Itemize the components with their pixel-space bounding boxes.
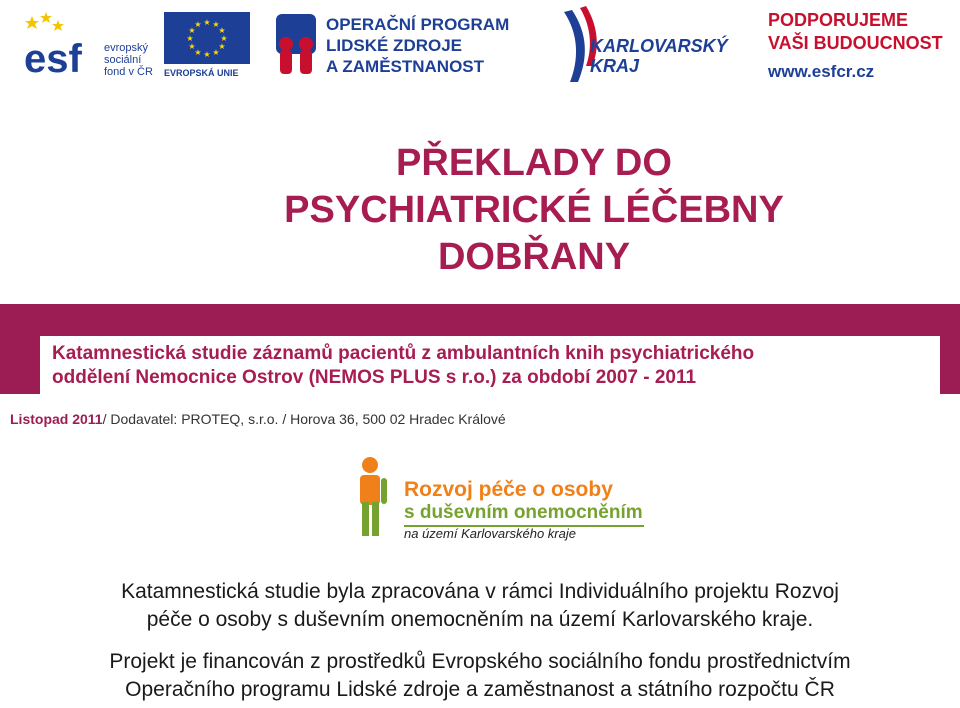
svg-text:★: ★ — [218, 42, 226, 51]
person-figure-icon — [356, 456, 394, 538]
project-logo-line-1: Rozvoj péče o osoby — [404, 478, 613, 501]
svg-text:★: ★ — [220, 34, 228, 43]
svg-text:★: ★ — [194, 20, 202, 29]
project-logo-line-3: na území Karlovarského kraje — [404, 526, 576, 541]
project-logo-line-2: s duševním onemocněním — [404, 502, 643, 523]
document-title: PŘEKLADY DO PSYCHIATRICKÉ LÉČEBNY DOBŘANY — [284, 142, 784, 278]
svg-text:★: ★ — [218, 26, 226, 35]
eu-logo — [164, 12, 250, 80]
funding-paragraph: Projekt je financován z prostředků Evropského sociálního fondu prostřednictvím Operačního programu Lidské zdroje a zaměstnanost a státního rozpočtu ČR — [109, 650, 851, 701]
kraj-logo-text: KARLOVARSKÝ KRAJ — [590, 36, 728, 76]
eu-flag-icon — [164, 12, 250, 64]
esf-icon — [22, 12, 100, 80]
podporujeme-logo — [738, 0, 950, 86]
karlovarsky-kraj-logo — [560, 6, 740, 84]
svg-text:★: ★ — [203, 18, 211, 27]
podporujeme-line-1: PODPORUJEME — [768, 10, 909, 30]
esf-logo-text: evropský sociální fond v ČR — [104, 42, 153, 78]
eu-logo-text: EVROPSKÁ UNIE — [164, 68, 239, 78]
svg-text:esf: esf — [24, 37, 82, 80]
svg-text:★: ★ — [188, 42, 196, 51]
op-people-icon — [272, 14, 320, 76]
project-logo — [356, 456, 656, 546]
svg-text:★: ★ — [203, 50, 211, 59]
esf-logo — [22, 12, 162, 80]
svg-text:★: ★ — [186, 34, 194, 43]
logo-header — [0, 0, 960, 90]
svg-text:★: ★ — [212, 48, 220, 57]
study-note-paragraph: Katamnestická studie byla zpracována v rámci Individuálního projektu Rozvoj péče o osoby s duševním onemocněním na území Karlovarského kraje. — [121, 580, 839, 631]
svg-text:★: ★ — [188, 26, 196, 35]
op-lzz-logo — [272, 10, 532, 82]
publication-date: Listopad 2011 — [10, 411, 103, 427]
document-subtitle: Katamnestická studie záznamů pacientů z ambulantních knih psychiatrického oddělení Nemocnice Ostrov (NEMOS PLUS s r.o.) za období 2007 - 2011 — [52, 343, 755, 388]
supplier-info — [10, 411, 506, 427]
podporujeme-line-2: VAŠI BUDOUCNOST — [768, 33, 943, 53]
svg-text:★: ★ — [212, 20, 220, 29]
svg-text:★: ★ — [194, 48, 202, 57]
supplier-details: / Dodavatel: PROTEQ, s.r.o. / Horova 36, 500 02 Hradec Králové — [102, 411, 506, 427]
op-lzz-logo-text: OPERAČNÍ PROGRAM LIDSKÉ ZDROJE A ZAMĚSTNANOST — [326, 15, 510, 76]
esfcr-url: www.esfcr.cz — [768, 62, 875, 81]
